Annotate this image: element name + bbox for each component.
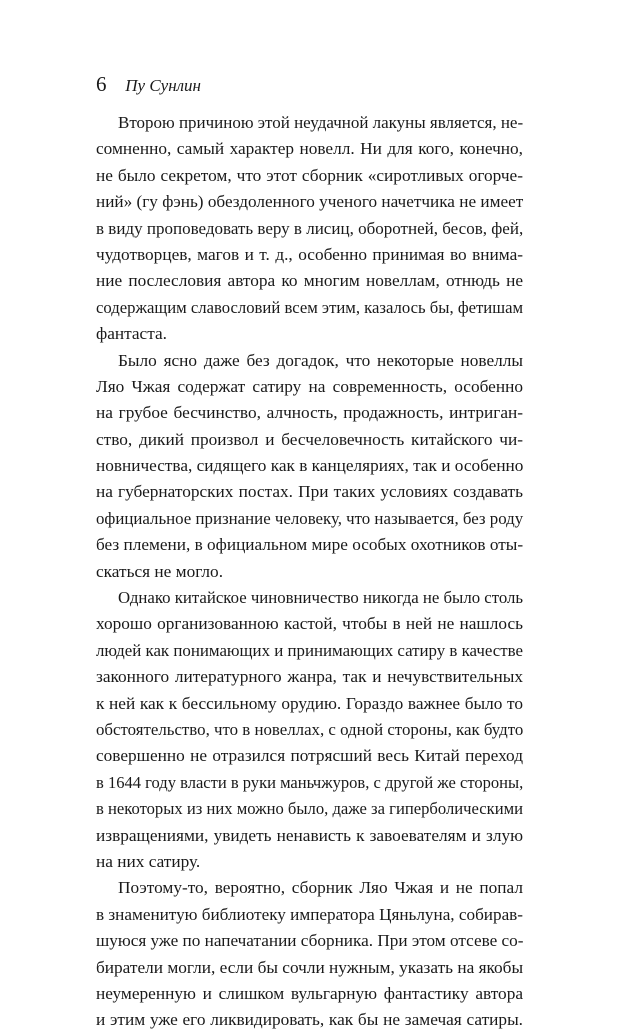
text-line: на грубое бесчинство, алчность, продажность, интриган-: [96, 403, 523, 423]
text-line: официальное признание человеку, что называется, без роду: [96, 508, 524, 528]
text-line: совершенно не отразился потрясший весь Китай переход: [96, 746, 523, 766]
text-line: в некоторых из них можно было, даже за гиперболическими: [96, 799, 523, 819]
text-line: сомненно, самый характер новелл. Ни для кого, конечно,: [96, 139, 523, 159]
paragraph-first-line: Поэтому-то, вероятно, сборник Ляо Чжая и не попал: [118, 878, 523, 898]
text-line: шуюся уже по напечатании сборника. При этом отсеве со-: [96, 931, 524, 951]
text-line: на губернаторских постах. При таких условиях создавать: [96, 482, 523, 502]
text-line: биратели могли, если бы сочли нужным, указать на якобы: [96, 957, 524, 977]
text-line: чудотворцев, магов и т. д., особенно принимая во внима-: [96, 244, 523, 264]
text-line: извращениями, увидеть ненависть к завоевателям и злую: [96, 825, 523, 845]
text-line: ний» (гу фэнь) обездоленного ученого начетчика не имеет: [96, 192, 524, 212]
text-line: законного литературного жанра, так и нечувствительных: [96, 667, 523, 687]
text-line: неумеренную и слишком вульгарную фантастику автора: [96, 983, 523, 1003]
text-line: и этим уже его ликвидировать, как бы не замечая сатиры.: [96, 1010, 523, 1030]
text-line: не было секретом, что этот сборник «сиротливых огорче-: [96, 165, 523, 185]
text-line: обстоятельство, что в новеллах, с одной стороны, как будто: [96, 719, 524, 739]
text-line: ство, дикий произвол и бесчеловечность китайского чи-: [96, 429, 523, 449]
paragraph-first-line: Однако китайское чиновничество никогда не было столь: [118, 588, 524, 608]
text-line: в виду проповедовать веру в лисиц, оборотней, бесов, фей,: [96, 218, 524, 238]
text-line: к ней как к бессильному орудию. Гораздо важнее было то: [96, 693, 523, 713]
text-line: ние послесловия автора ко многим новеллам, отнюдь не: [96, 271, 523, 291]
text-line: в знаменитую библиотеку императора Цяньлуна, собирав-: [96, 904, 523, 924]
text-line: скаться не могло.: [96, 561, 224, 581]
text-line: Ляо Чжая содержат сатиру на современность, особенно: [96, 376, 523, 396]
paragraph-first-line: Второю причиною этой неудачной лакуны является, не-: [118, 113, 524, 132]
text-line: хорошо организованною кастой, чтобы в ней не нашлось: [96, 614, 523, 634]
text-line: людей как понимающих и принимающих сатиру в качестве: [96, 640, 523, 660]
text-line: новничества, сидящего как в канцеляриях, так и особенно: [96, 456, 524, 476]
text-line: в 1644 году власти в руки маньчжуров, с другой же стороны,: [96, 772, 524, 792]
running-title: Пу Сунлин: [125, 76, 201, 95]
page-number: 6: [96, 72, 107, 96]
text-line: без племени, в официальном мире особых охотников оты-: [96, 535, 524, 555]
text-line: фантаста.: [96, 324, 167, 344]
running-head: [96, 72, 201, 98]
text-line: содержащим славословий всем этим, казалось бы, фетишам: [96, 297, 524, 317]
paragraph-first-line: Было ясно даже без догадок, что некоторые новеллы: [118, 350, 523, 370]
text-line: на них сатиру.: [96, 851, 201, 871]
body-text: [96, 110, 523, 1034]
